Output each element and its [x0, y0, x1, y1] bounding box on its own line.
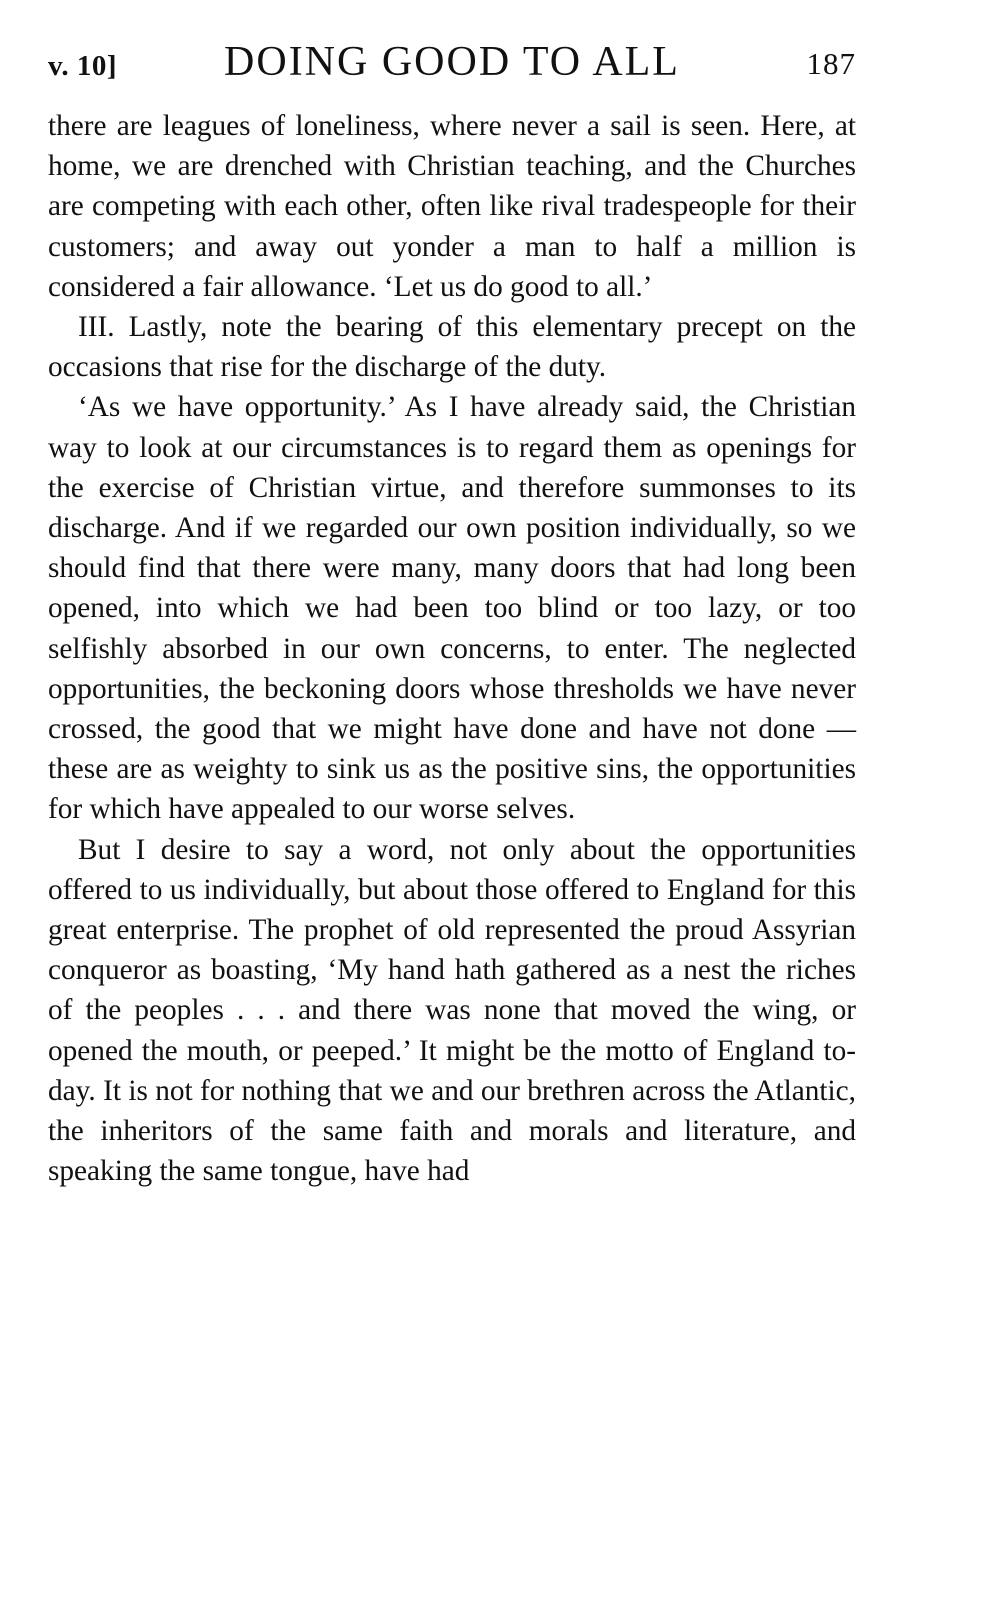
running-head-verse: v. 10] [48, 50, 118, 82]
running-head [48, 38, 856, 90]
paragraph-opportunity: ‘As we have opportunity.’ As I have already said, the Christian way to look at our circumstances is to regard them as openings for the exercise of Christian virtue, and therefore summonses to its discharge. And if we regarded our own position individually, so we should find that there were many, many doors that had long been opened, into which we had been too blind or too lazy, or too selfishly absorbed in our own concerns, to enter. The neglected opportunities, the beckoning doors whose thresholds we have never crossed, the good that we might have done and have not done — these are as weighty to sink us as the positive sins, the opportunities for which have appealed to our worse selves. [48, 391, 856, 826]
book-page [48, 38, 856, 1191]
body-text [48, 106, 856, 1191]
paragraph-continued: there are leagues of loneliness, where never a sail is seen. Here, at home, we are drenched with Christian teaching, and the Churches are competing with each other, often like rival tradespeople for their customers; and away out yonder a man to half a million is considered a fair allowance. ‘Let us do good to all.’ [48, 110, 856, 303]
paragraph-section-three: III. Lastly, note the bearing of this elementary precept on the occasions that rise for the discharge of the duty. [48, 311, 856, 384]
paragraph-england: But I desire to say a word, not only about the opportunities offered to us individually, but about those offered to England for this great enterprise. The prophet of old represented the proud Assyrian conqueror as boasting, ‘My hand hath gathered as a nest the riches of the peoples . . . and there was none that moved the wing, or opened the mouth, or peeped.’ It might be the motto of England to-day. It is not for nothing that we and our brethren across the Atlantic, the inheritors of the same faith and morals and literature, and speaking the same tongue, have had [48, 833, 856, 1188]
page-number: 187 [806, 46, 856, 81]
running-head-title: DOING GOOD TO ALL [224, 39, 680, 85]
